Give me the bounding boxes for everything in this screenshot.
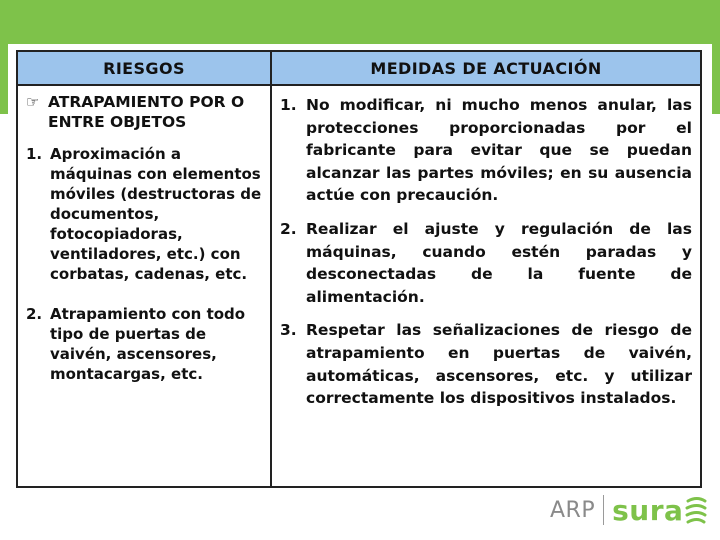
risk-item-number: 2. [26, 305, 43, 323]
logo-divider [603, 495, 604, 525]
measure-item-text: Respetar las señalizaciones de riesgo de atrapamiento en puertas de vaivén, automáticas, ascensores, etc. y utilizar correctamente los dispositivos instalados. [306, 321, 692, 408]
risk-item-2 [26, 304, 266, 384]
measure-item-1 [280, 94, 692, 207]
risk-item-1 [26, 144, 266, 284]
risk-item-text: Atrapamiento con todo tipo de puertas de vaivén, ascensores, montacargas, etc. [50, 305, 246, 383]
risk-heading-text: ATRAPAMIENTO POR O ENTRE OBJETOS [48, 93, 245, 131]
measure-item-number: 3. [280, 321, 297, 340]
sura-swirl-icon [685, 495, 707, 525]
risk-item-text: Aproximación a máquinas con elementos móviles (destructoras de documentos, fotocopiadoras, ventiladores, etc.) con corbatas, cadenas, etc. [50, 145, 262, 283]
measure-item-text: No modificar, ni mucho menos anular, las protecciones proporcionadas por el fabricante para evitar que se puedan alcanzar las partes móviles; en su ausencia actúe con precaución. [306, 96, 692, 205]
left-green-band [0, 44, 8, 114]
measure-item-2 [280, 218, 692, 308]
header-riesgos: RIESGOS [18, 52, 272, 84]
top-green-band [0, 0, 720, 44]
measures-column [272, 86, 700, 486]
measure-item-number: 2. [280, 219, 297, 238]
logo-arp-text: ARP [550, 497, 596, 523]
measure-item-text: Realizar el ajuste y regulación de las máquinas, cuando estén paradas y desconectadas de la fuente de alimentación. [306, 219, 692, 306]
table-body-row [18, 86, 700, 486]
pointing-hand-icon: ☞ [26, 93, 40, 111]
risks-measures-table [16, 50, 702, 488]
logo-sura-text: sura [612, 493, 684, 527]
risks-column [18, 86, 272, 486]
measure-item-3 [280, 319, 692, 409]
risk-heading [26, 92, 266, 132]
risk-item-number: 1. [26, 145, 43, 163]
header-medidas: MEDIDAS DE ACTUACIÓN [370, 58, 602, 78]
arp-sura-logo [550, 490, 707, 530]
measure-item-number: 1. [280, 96, 297, 114]
table-header-row [18, 52, 700, 86]
right-green-band [712, 44, 720, 114]
